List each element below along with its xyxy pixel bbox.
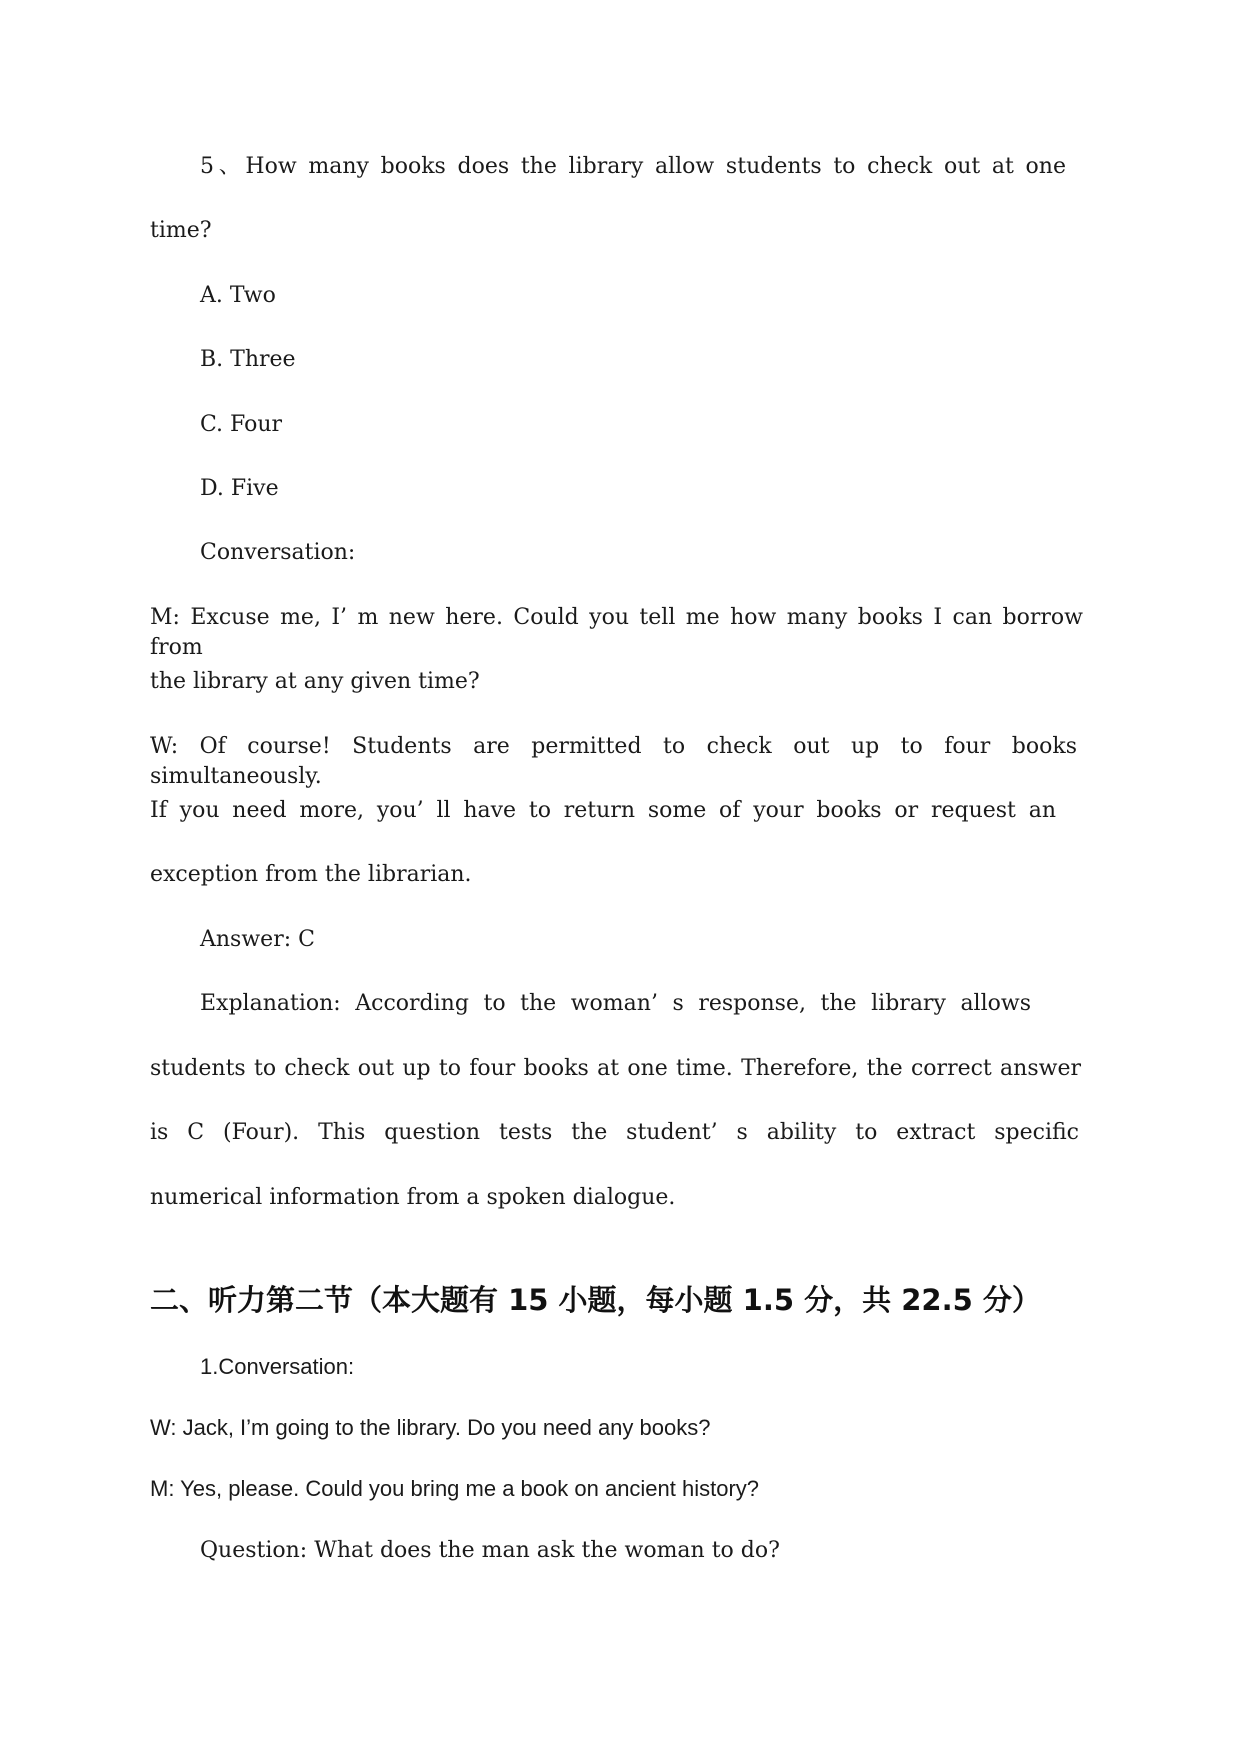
dialogue-line-5: exception from the librarian. [150, 862, 472, 887]
conversation-label: Conversation: [200, 540, 356, 565]
explanation-line-3: is C (Four). This question tests the student’ s ability to extract specific [150, 1120, 1079, 1145]
section-heading: 二、听力第二节（本大题有 15 小题，每小题 1.5 分，共 22.5 分） [150, 1283, 1041, 1317]
option-d: D. Five [200, 476, 279, 501]
option-c: C. Four [200, 412, 283, 437]
explanation-line-1: Explanation: According to the woman’ s response, the library allows [200, 991, 1031, 1016]
dialogue-line-3: W: Of course! Students are permitted to check out up to four books simultaneously. [150, 734, 1077, 789]
item-1-label: 1.Conversation: [200, 1354, 355, 1379]
answer: Answer: C [200, 927, 315, 952]
option-a: A. Two [200, 283, 276, 308]
explanation-line-2: students to check out up to four books at one time. Therefore, the correct answer [150, 1056, 1081, 1081]
dialogue-line-2: the library at any given time? [150, 669, 480, 694]
dialogue-line-4: If you need more, you’ ll have to return some of your books or request an [150, 798, 1056, 823]
item-1-dialogue-line-1: W: Jack, I’m going to the library. Do you need any books? [150, 1415, 711, 1440]
item-1-question: Question: What does the man ask the woman to do? [200, 1538, 780, 1563]
question-stem-line-2: time? [150, 218, 212, 243]
question-stem-line-1: 5、How many books does the library allow students to check out at one [200, 154, 1066, 179]
explanation-line-4: numerical information from a spoken dialogue. [150, 1185, 676, 1210]
option-b: B. Three [200, 347, 296, 372]
item-1-dialogue-line-2: M: Yes, please. Could you bring me a book on ancient history? [150, 1476, 760, 1501]
dialogue-line-1: M: Excuse me, I’ m new here. Could you tell me how many books I can borrow from [150, 605, 1083, 660]
